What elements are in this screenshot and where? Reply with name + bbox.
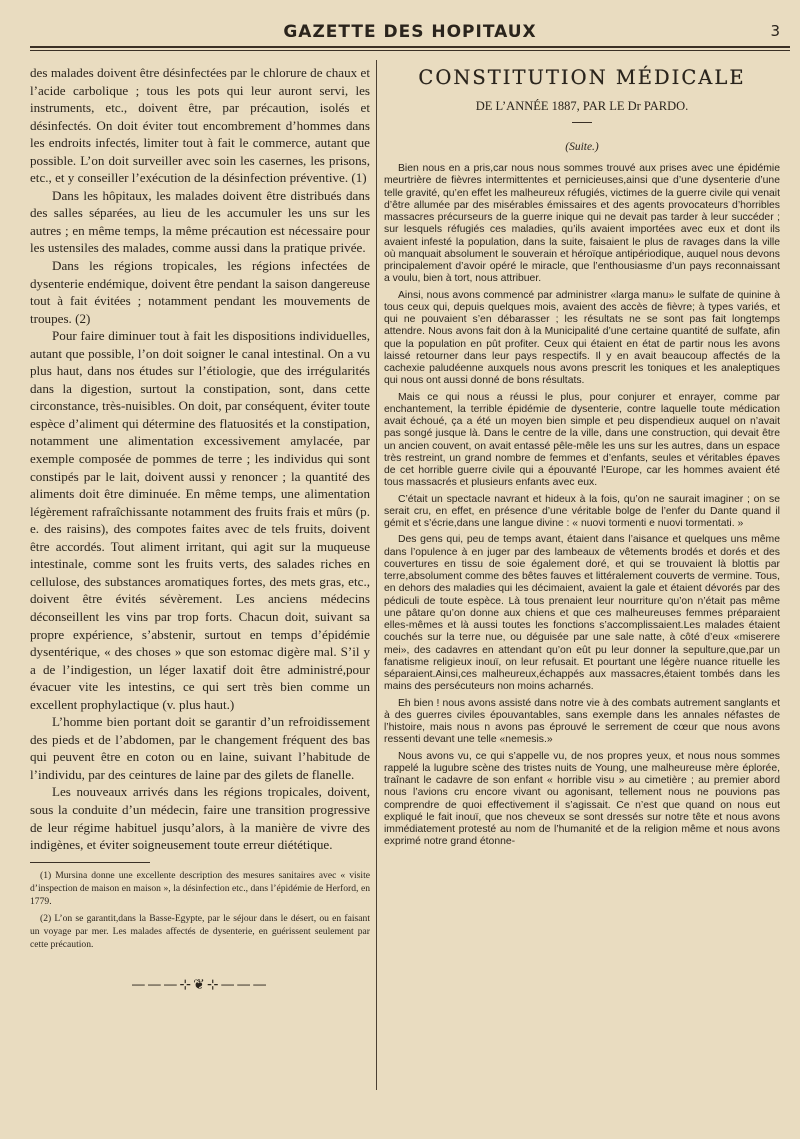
right-paragraph: Bien nous en a pris,car nous nous sommes trouvé aux prises avec une épidémie meurtrière de fièvres intermittentes et pernicieuses,ainsi que d’une dysenterie d’une telle gravité, qu’en effet les malheureux réfugiés, victimes de la guerre civile qui venait d’être allumée par des misérables émissaires et des agents provocateurs d’horribles massacres précurseurs de la guerre inique qui ne devait pas tarder à leur succéder ; sur lesquels réfugiés ces maladies, qu’ils avaient importées avec eux et dont ils avaient infesté la population, dans la suite, faisaient le plus de ravages dans la ville où manquait absolument le souverain et héroïque antipériodique, auquel nous devons principalement d’avoir opéré le miracle, que l’enthousiasme d’un pays reconnaissant a voulu, bien à tort, nous attribuer.: [384, 163, 780, 285]
ornament-divider: ———⊹❦⊹———: [131, 976, 269, 993]
right-paragraph: Des gens qui, peu de temps avant, étaient dans l’aisance et quelques uns même dans l’opulence à en juger par des lambeaux de vêtements brodés et dorés et des couvertures en tissu de soie également doré, et qui se trouvaient là blottis par terre,absolument comme des bêtes fauves et littéralement couverts de vermine. Tous, en dehors des maladies qui les décimaient, avaient la gale et étaient dévorés par des pédiculi de toute espèce. Là tous prenaient leur nourriture qu’on n’était pas même une pâtare qu’on donne aux chiens et que ces malheureuses femmes préparaient elles-mêmes et là aussi toutes les fonctions s’accomplissaient.Les malades étaient couchés sur la terre nue, ou déguisée par une sale natte, à côté d’eux «miserere mei», des cadavres en attendant qu’on eût pu leur donner la sepulture,que,par un fanatisme religieux inouï, on leur refusait. Et pourtant une légère nuance rituelle les séparaient.Ainsi,ces malheureux,échappés aux massacres,étaient tombés dans les mains des persécuteurs non moins acharnés.: [384, 534, 780, 693]
right-paragraph: Eh bien ! nous avons assisté dans notre vie à des combats autrement sanglants et à des guerres civiles épouvantables, sans exemple dans les annales néfastes de l’histoire, mais nous n avons pas éprouvé le serrement de cœur que nous avons ressenti devant une telle «nemesis.»: [384, 697, 780, 746]
left-column: [30, 64, 370, 993]
continuation-label: (Suite.): [565, 141, 599, 153]
left-paragraph: Pour faire diminuer tout à fait les dispositions individuelles, autant que possible, l’on doit soigner le canal intestinal. On a vu plus haut, dans nos études sur l’étiologie, que des irrégularités dans la digestion, surtout la constipation, sont, dans cette circonstance, très-nuisibles. On doit, par conséquent, éviter toute espèce d’aliment qui détermine des flatuosités et la constipation, notamment une alimentation excessivement amylacée, par exemple composée de pommes de terre ; les individus qui sont constipés par le lait, doivent aussi y renoncer ; la quantité des aliments doit être diminuée. En même temps, une alimentation légèrement rafraîchissante notamment des fruits frais et mûrs (p. e. des raisins), des compotes faites avec de tels fruits, doivent être accordés. Tout aliment irritant, qui agit sur la muqueuse intestinale, comme sont les fruits verts, des salades riches en cellulose, des substances aromatiques fortes, des mets gras, etc., doivent être évités sévèrement. Les anciens médecins déconseillent les vins par trop forts. Chacun doit, suivant sa propre expérience, s’abstenir, surtout en temps d’épidémie dysentérique, « des choses » que son estomac digère mal. S’il y a de l’indigestion, un léger laxatif doit être administré,pour évacuer vite les intestins, ce qui sert très bien comme un excellent prophylactique (v. plus haut.): [30, 328, 370, 712]
left-paragraph: Dans les hôpitaux, les malades doivent être distribués dans des salles séparées, au lieu de les accumuler les uns sur les autres ; en même temps, la même précaution est nécessaire pour les ustensiles des malades, comme aussi dans la pratique privée.: [30, 187, 370, 256]
left-paragraph: Dans les régions tropicales, les régions infectées de dysenterie endémique, doivent être pendant la saison dangereuse tout à fait évitées ; notamment pendant les mouvements de troupes. (2): [30, 258, 370, 326]
right-paragraph: Ainsi, nous avons commencé par administrer «larga manu» le sulfate de quinine à tous ceux qui, depuis quelques mois, avaient des accès de fièvre; à types variés, et qui ne pouvaient s’en débarasser ; les résultats ne se sont pas fait longtemps attendre. Nous avons fait don à la Municipalité d’une certaine quantité de sulfate, afin que la population en pût profiter. Ceux qui étaient en état de partir nous les avons laissé retourner dans leur pays respectifs. Il y en avait beaucoup affectés de la cachexie paludéenne auxquels nous avons prescrit les toniques et les analeptiques qui nous ont aussi donné de bons résultats.: [384, 289, 780, 387]
page-header: [30, 22, 790, 46]
column-divider: [376, 60, 377, 1090]
footnote: (1) Mursina donne une excellente description des mesures sanitaires avec « visite d’inspection de maison en maison », la désinfection etc., dans l’épidémie de Herford, en 1779.: [30, 869, 370, 907]
right-paragraph: Nous avons vu, ce qui s’appelle vu, de nos propres yeux, et nous nous sommes rappelé la lugubre scène des tristes nuits de Young, une malheureuse mère éplorée, traînant le cadavre de son enfant « horrible visu » au cimetière ; au premier abord nous l’avions cru encore vivant ou agonisant, tellement nous ne pouvions pas comprendre de quoi effectivement il s’agissait. Ce n’est que quand on nous eut expliqué le fait inouï, que nos cheveux se sont dressés sur notre tête et nous avons immédiatement protesté au nom de l’humanité et de la religion même et nous avons exprimé notre grand étonne-: [384, 750, 780, 848]
left-paragraph: des malades doivent être désinfectées par le chlorure de chaux et l’acide carbolique ; tous les pots qui leur auront servi, les instruments, etc., doivent être, par précaution, isolés et désinfectés. On doit éviter tout encombrement d’hommes dans les endroits infectés, limiter tout à fait le commerce, autant que possible. L’on doit surveiller avec soin les casernes, les prisons, etc., et y conseiller l’exécution de la désinfection préventive. (1): [30, 65, 370, 186]
right-paragraph: Mais ce qui nous a réussi le plus, pour conjurer et enrayer, comme par enchantement, la terrible épidémie de dysenterie, contre laquelle toute médication avait échoué, ça a été un moyen bien simple et peu dispendieux auquel on n’avait pas songé jusque là. Dans le centre de la ville, dans une construction, qui devait être un ancien couvent, on avait entassé pêle-mêle les uns sur les autres, dans un espace très restreint, un grand nombre de femmes et d’enfants, seules et véritables épaves de cet horrible guerre civile qui a épouvanté l’Europe, car les hommes avaient été tous massacrés et plusieurs enfants avec eux.: [384, 391, 780, 489]
right-column: [384, 64, 780, 853]
footnote-rule: [30, 862, 150, 863]
footnote: (2) L’on se garantit,dans la Basse-Egypte, par le séjour dans le désert, ou en faisant un voyage par mer. Les malades affectés de dysenterie, en guérissent seulement par cette précaution.: [30, 912, 370, 950]
running-title: GAZETTE DES HOPITAUX: [283, 22, 537, 42]
page-number: 3: [770, 22, 780, 40]
subtitle-rule: [572, 122, 592, 123]
right-paragraph: C’était un spectacle navrant et hideux à la fois, qu’on ne saurait imaginer ; on se serait cru, en effet, en présence d’une véritable bolge de l’enfer du Dante quand il gémit et s’écrie,dans une langue divine : « nuovi tormenti e nuovi tormentati. »: [384, 493, 780, 529]
left-paragraph: L’homme bien portant doit se garantir d’un refroidissement des pieds et de l’abdomen, par le changement fréquent des bas qui peuvent être en coton ou en laine, suivant l’habitude de l’individu, par des ceintures de laine par des gilets de flanelle.: [30, 714, 370, 782]
left-paragraph: Les nouveaux arrivés dans les régions tropicales, doivent, sous la conduite d’un médecin, faire une transition progressive de leur régime habituel jusqu’alors, à la manière de vivre des indigènes, et éviter soigneusement toute erreur diététique.: [30, 784, 370, 853]
section-title: CONSTITUTION MÉDICALE: [418, 66, 746, 89]
header-rule: [30, 46, 790, 48]
section-subtitle: DE L’ANNÉE 1887, PAR LE Dr PARDO.: [475, 99, 689, 113]
header-rule-thin: [30, 50, 790, 51]
